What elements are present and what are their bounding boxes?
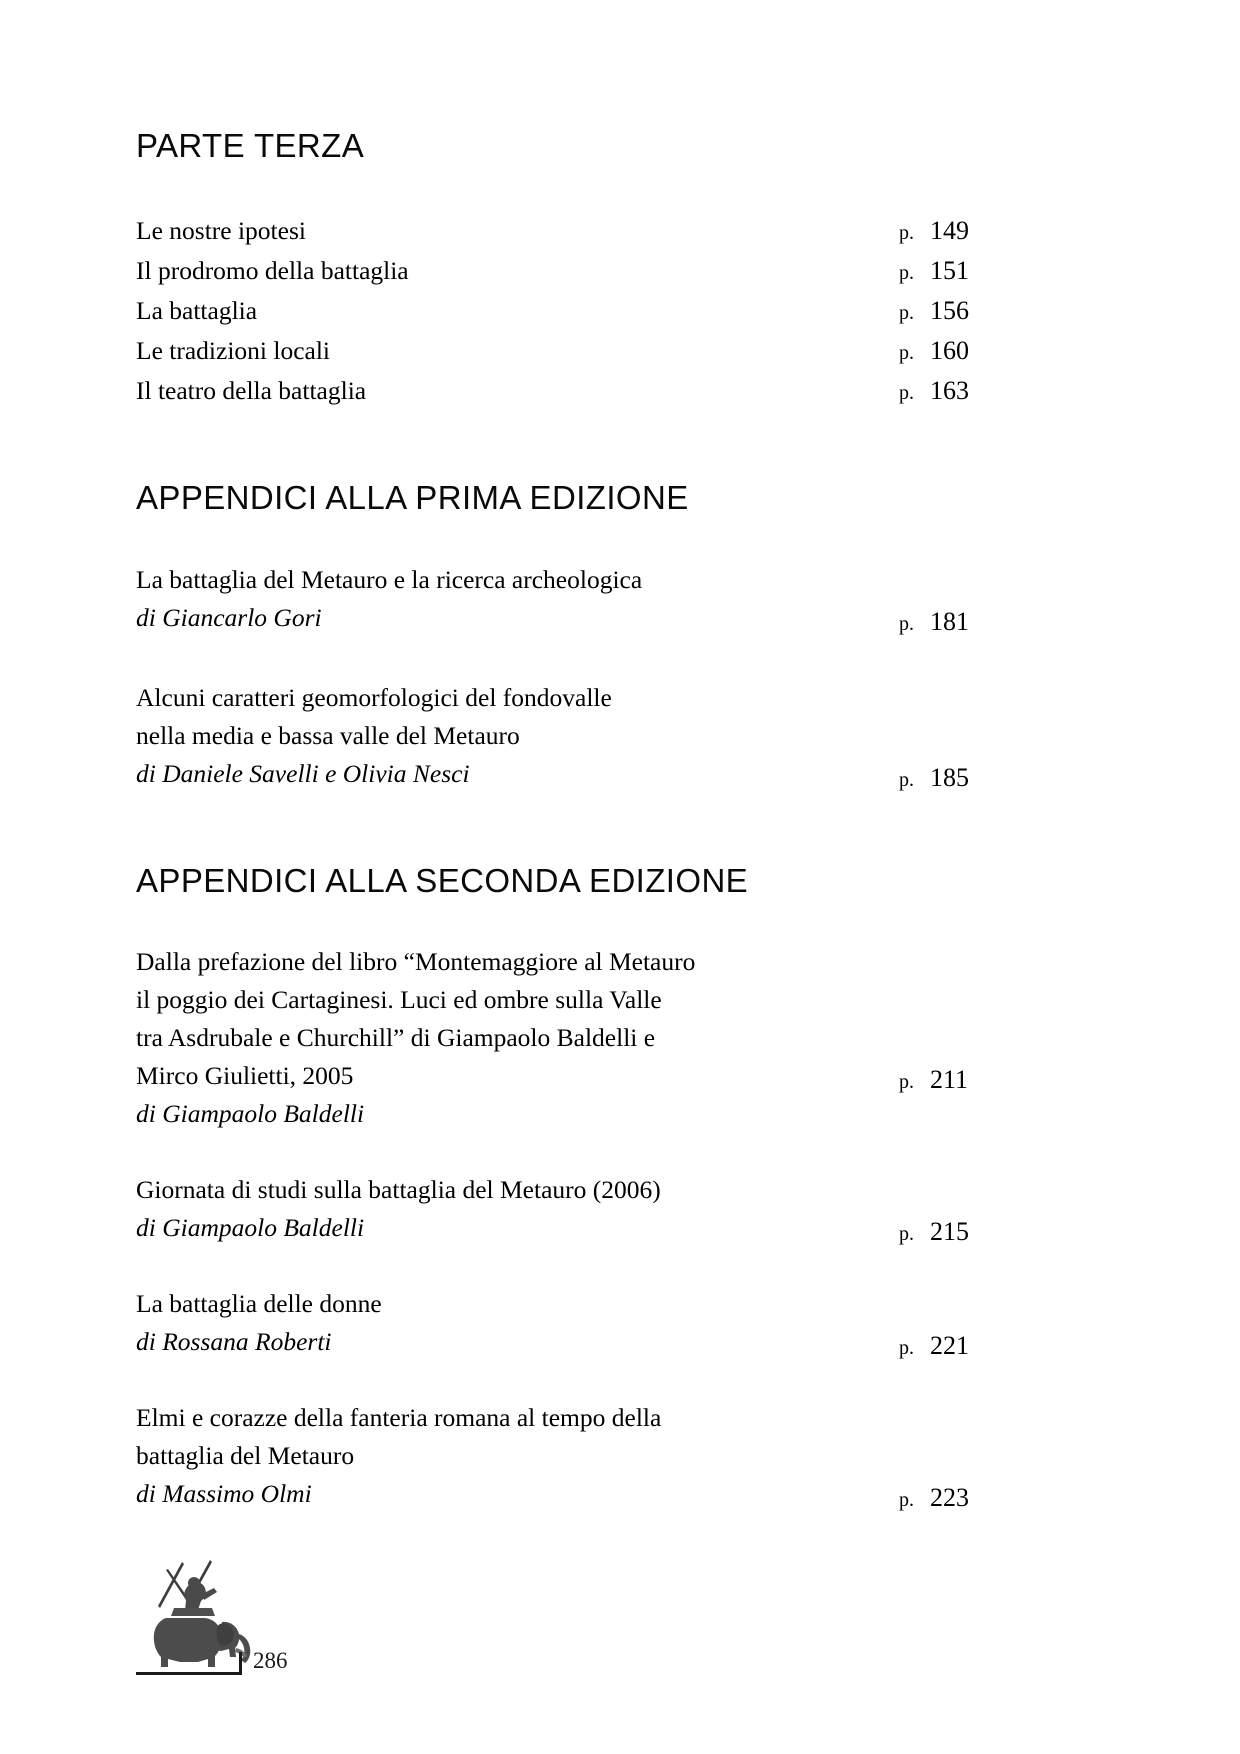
toc-list-parte-terza [136,212,976,412]
page-number: 156 [930,296,969,326]
toc-entry-title-line: Dalla prefazione del libro “Montemaggiore al Metauro [136,946,696,976]
toc-entry-text [136,561,642,637]
page-reference [899,252,976,292]
toc-entry-title-line: Mirco Giulietti, 2005 [136,1060,354,1090]
page-abbrev: p. [899,1488,914,1511]
page-number: 185 [930,762,969,792]
page-reference [899,1217,976,1247]
page-abbrev: p. [899,222,914,245]
toc-list-appendici-seconda [136,943,976,1513]
toc-entry-text [136,1171,661,1247]
page-number: 215 [930,1216,969,1246]
page-abbrev: p. [899,1070,914,1093]
toc-entry-text [136,1399,661,1513]
toc-entry-title: La battaglia [136,296,258,326]
toc-entry-title-line: battaglia del Metauro [136,1440,355,1470]
toc-entry-text [136,679,612,793]
toc-entry-author: di Giampaolo Baldelli [136,1098,365,1128]
page-abbrev: p. [899,612,914,635]
toc-entry-group[interactable] [136,561,976,637]
toc-entry-author: di Giampaolo Baldelli [136,1212,365,1242]
toc-entry-group[interactable] [136,1399,976,1513]
toc-content [136,128,976,1513]
toc-entry-title-line: Giornata di studi sulla battaglia del Metauro (2006) [136,1174,661,1204]
page-number: 160 [930,336,969,366]
toc-row[interactable] [136,292,976,332]
page-reference [899,607,976,637]
page-abbrev: p. [899,768,914,791]
toc-entry-author: di Rossana Roberti [136,1326,332,1356]
page-number: 163 [930,376,969,406]
toc-entry-title-line: Alcuni caratteri geomorfologici del fondovalle [136,682,612,712]
toc-entry-text [136,1285,382,1361]
page-number: 151 [930,256,969,286]
page-abbrev: p. [899,342,914,365]
page-number: 149 [930,216,969,246]
toc-entry-group[interactable] [136,1171,976,1247]
page-number: 223 [930,1482,969,1512]
page-abbrev: p. [899,1336,914,1359]
section-heading-appendici-seconda-edizione: APPENDICI ALLA SECONDA EDIZIONE [136,861,749,899]
toc-entry-group[interactable] [136,1285,976,1361]
page-abbrev: p. [899,262,914,285]
folio-number: 286 [253,1648,288,1673]
page-reference [899,332,976,372]
page-footer [136,1556,336,1696]
footer-rule-horizontal [136,1672,242,1675]
toc-entry-title-line: La battaglia del Metauro e la ricerca archeologica [136,564,643,594]
toc-row[interactable] [136,372,976,412]
toc-entry-title-line: nella media e bassa valle del Metauro [136,720,520,750]
toc-entry-title: Le nostre ipotesi [136,216,306,246]
page-reference [899,1331,976,1361]
toc-entry-author: di Giancarlo Gori [136,602,322,632]
toc-row[interactable] [136,252,976,292]
spacer [136,412,976,480]
page-reference [899,1483,976,1513]
toc-entry-author: di Daniele Savelli e Olivia Nesci [136,758,470,788]
page-reference [899,212,976,252]
toc-entry-group[interactable] [136,679,976,793]
page-reference [899,372,976,412]
section-heading-appendici-prima-edizione: APPENDICI ALLA PRIMA EDIZIONE [136,479,689,517]
toc-entry-group[interactable] [136,943,976,1133]
toc-entry-title-line: tra Asdrubale e Churchill” di Giampaolo Baldelli e [136,1022,656,1052]
toc-entry-title: Le tradizioni locali [136,336,331,366]
page-reference [899,1065,976,1095]
page-number: 211 [930,1064,969,1094]
section-heading-parte-terza: PARTE TERZA [136,127,365,164]
toc-row[interactable] [136,212,976,252]
toc-entry-title-line: La battaglia delle donne [136,1288,382,1318]
toc-list-appendici-prima [136,561,976,793]
page-abbrev: p. [899,1222,914,1245]
toc-entry-text [136,943,695,1133]
toc-entry-author: di Massimo Olmi [136,1478,312,1508]
toc-entry-title-line: Elmi e corazze della fanteria romana al tempo della [136,1402,662,1432]
spacer [136,793,976,863]
toc-entry-title: Il teatro della battaglia [136,376,367,406]
toc-row[interactable] [136,332,976,372]
page-abbrev: p. [899,302,914,325]
war-elephant-icon [136,1556,266,1676]
page-number: 221 [930,1330,969,1360]
page-reference [899,292,976,332]
toc-entry-title: Il prodromo della battaglia [136,256,409,286]
toc-entry-title-line: il poggio dei Cartaginesi. Luci ed ombre sulla Valle [136,984,662,1014]
page-abbrev: p. [899,382,914,405]
page-reference [899,763,976,793]
page-number: 181 [930,606,969,636]
